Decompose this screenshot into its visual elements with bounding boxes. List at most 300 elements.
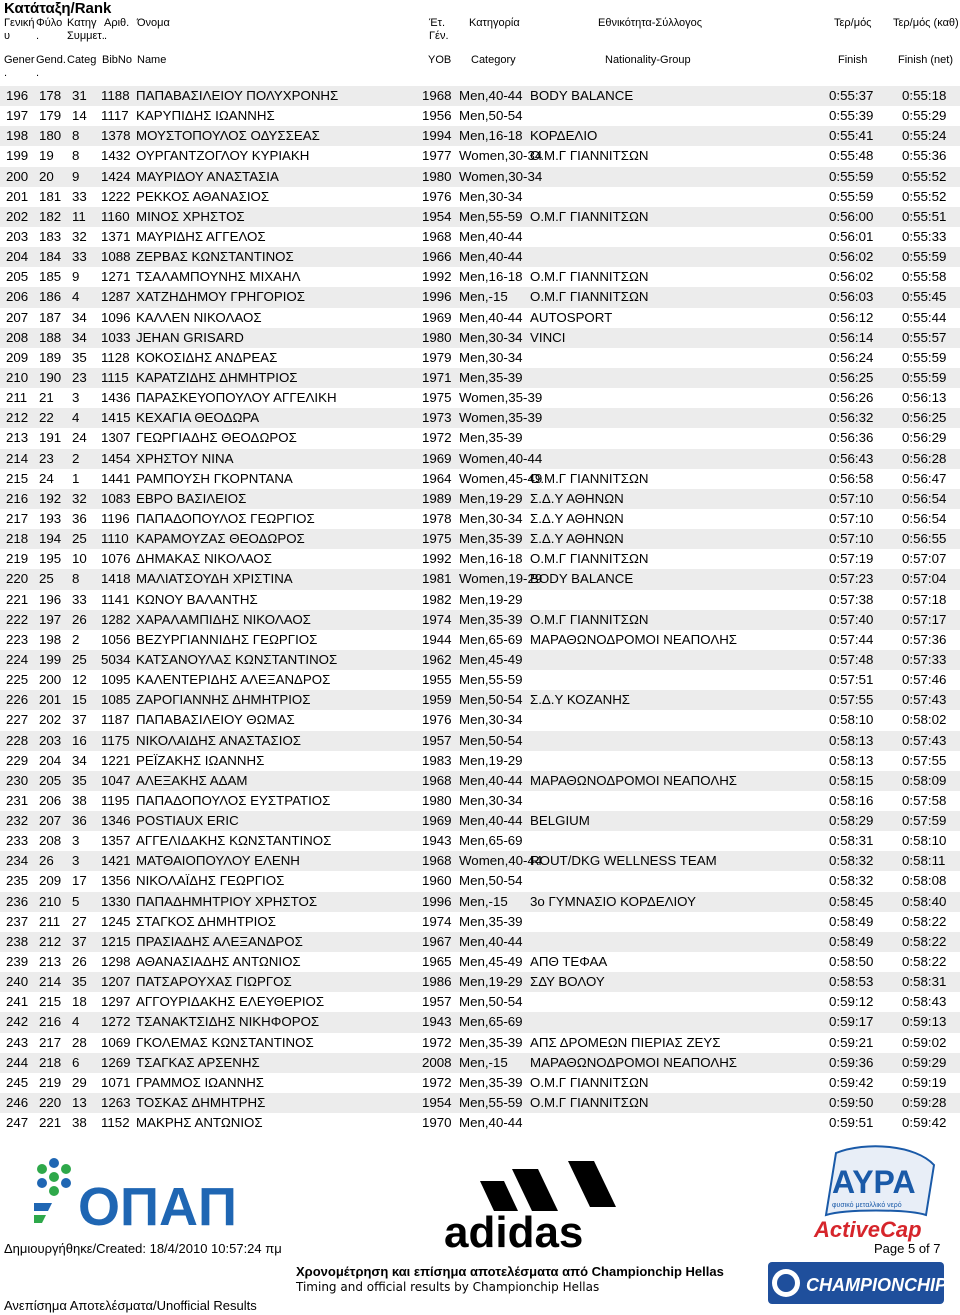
finish-time: 0:55:39 xyxy=(829,108,874,124)
finish-time: 0:56:32 xyxy=(829,410,874,426)
finish-net-time: 0:56:29 xyxy=(902,430,947,446)
gender-rank: 195 xyxy=(39,551,62,567)
timing-credit-greek: Χρονομέτρηση και επίσημα αποτελέσματα από Championchip Hellas xyxy=(296,1264,724,1279)
nationality-group: Ο.Μ.Γ ΓΙΑΝΝΙΤΣΩΝ xyxy=(530,551,649,567)
table-row xyxy=(0,146,960,166)
overall-rank: 203 xyxy=(6,228,29,244)
year-of-birth: 1969 xyxy=(422,309,452,325)
header-gender-en: Gend. . xyxy=(36,54,66,79)
table-row xyxy=(0,590,960,610)
bib-number: 1307 xyxy=(101,430,131,446)
athlete-name: ΔΗΜΑΚΑΣ ΝΙΚΟΛΑΟΣ xyxy=(136,551,272,567)
finish-time: 0:58:49 xyxy=(829,933,874,949)
athlete-name: ΒΕΖΥΡΓΙΑΝΝΙΔΗΣ ΓΕΩΡΓΙΟΣ xyxy=(136,631,318,647)
page-number: Page 5 of 7 xyxy=(874,1241,941,1256)
table-row xyxy=(0,751,960,771)
gender-rank: 185 xyxy=(39,269,62,285)
bib-number: 1424 xyxy=(101,168,131,184)
finish-net-time: 0:58:43 xyxy=(902,994,947,1010)
header-finish-en: Finish xyxy=(838,54,868,66)
category: Men,16-18 xyxy=(459,551,523,567)
finish-time: 0:58:13 xyxy=(829,752,874,768)
overall-rank: 211 xyxy=(6,390,28,406)
athlete-name: ΑΘΑΝΑΣΙΑΔΗΣ ΑΝΤΩΝΙΟΣ xyxy=(136,954,301,970)
bib-number: 1188 xyxy=(101,88,130,103)
header-nationality-en: Nationality-Group xyxy=(605,54,691,66)
nationality-group: Σ.Δ.Υ ΑΘΗΝΩΝ xyxy=(530,531,624,547)
year-of-birth: 1996 xyxy=(422,893,452,909)
finish-net-time: 0:58:11 xyxy=(902,853,946,869)
overall-rank: 234 xyxy=(6,853,29,869)
category-rank: 25 xyxy=(72,651,87,667)
year-of-birth: 1976 xyxy=(422,712,452,728)
gender-rank: 217 xyxy=(39,1034,62,1050)
finish-time: 0:56:12 xyxy=(829,309,874,325)
table-row xyxy=(0,831,960,851)
bib-number: 1069 xyxy=(101,1034,131,1050)
header-name-gr: Όνομα xyxy=(137,17,170,29)
table-row xyxy=(0,710,960,730)
opap-logo xyxy=(30,1155,237,1245)
year-of-birth: 2008 xyxy=(422,1054,452,1070)
category-rank: 12 xyxy=(72,672,87,688)
year-of-birth: 1980 xyxy=(422,168,452,184)
category-rank: 2 xyxy=(72,450,80,466)
overall-rank: 242 xyxy=(6,1014,29,1030)
finish-net-time: 0:57:43 xyxy=(902,692,947,708)
bib-number: 1441 xyxy=(101,470,131,486)
bib-number: 1269 xyxy=(101,1054,131,1070)
athlete-name: ΤΣΑΛΑΜΠΟΥΝΗΣ ΜΙΧΑΗΛ xyxy=(136,269,301,285)
table-row xyxy=(0,207,960,227)
category: Men,35-39 xyxy=(459,430,523,446)
category: Men,19-29 xyxy=(459,490,523,506)
category: Men,55-59 xyxy=(459,208,523,224)
bib-number: 1071 xyxy=(101,1074,131,1090)
finish-time: 0:55:37 xyxy=(829,88,874,103)
year-of-birth: 1980 xyxy=(422,329,452,345)
bib-number: 1095 xyxy=(101,672,131,688)
year-of-birth: 1994 xyxy=(422,128,452,144)
year-of-birth: 1996 xyxy=(422,289,452,305)
table-row xyxy=(0,892,960,912)
created-timestamp: Δημιουργήθηκε/Created: 18/4/2010 10:57:24 πμ xyxy=(4,1241,282,1256)
category-rank: 35 xyxy=(72,772,87,788)
finish-net-time: 0:58:08 xyxy=(902,873,947,889)
overall-rank: 246 xyxy=(6,1095,29,1111)
gender-rank: 214 xyxy=(39,974,62,990)
category: Men,35-39 xyxy=(459,369,523,385)
table-row xyxy=(0,428,960,448)
bib-number: 1207 xyxy=(101,974,131,990)
bib-number: 1432 xyxy=(101,148,131,164)
gender-rank: 200 xyxy=(39,672,62,688)
finish-net-time: 0:55:33 xyxy=(902,228,947,244)
header-nationality-gr: Εθνικότητα-Σύλλογος xyxy=(598,17,703,29)
athlete-name: ΚΑΡΑΤΖΙΔΗΣ ΔΗΜΗΤΡΙΟΣ xyxy=(136,369,298,385)
finish-time: 0:58:45 xyxy=(829,893,874,909)
nationality-group: ROUT/DKG WELLNESS TEAM xyxy=(530,853,717,869)
gender-rank: 187 xyxy=(39,309,62,325)
table-row xyxy=(0,731,960,751)
category-rank: 35 xyxy=(72,974,87,990)
gender-rank: 211 xyxy=(39,913,61,929)
svg-text:ActiveCap: ActiveCap xyxy=(814,1217,922,1242)
overall-rank: 215 xyxy=(6,470,29,486)
finish-net-time: 0:59:13 xyxy=(902,1014,947,1030)
finish-time: 0:58:29 xyxy=(829,813,874,829)
gender-rank: 216 xyxy=(39,1014,62,1030)
category-rank: 16 xyxy=(72,732,87,748)
finish-time: 0:57:44 xyxy=(829,631,874,647)
bib-number: 1272 xyxy=(101,1014,131,1030)
category-rank: 36 xyxy=(72,813,87,829)
timing-credit-english: Timing and official results by Championchip Hellas xyxy=(296,1280,600,1294)
finish-time: 0:58:16 xyxy=(829,792,874,808)
table-row xyxy=(0,167,960,187)
athlete-name: ΚΩΝΟΥ ΒΑΛΑΝΤΗΣ xyxy=(136,591,258,607)
overall-rank: 231 xyxy=(6,792,29,808)
bib-number: 1245 xyxy=(101,913,131,929)
finish-net-time: 0:56:54 xyxy=(902,490,947,506)
gender-rank: 218 xyxy=(39,1054,62,1070)
bib-number: 1056 xyxy=(101,631,131,647)
table-row xyxy=(0,851,960,871)
year-of-birth: 1992 xyxy=(422,269,452,285)
year-of-birth: 1969 xyxy=(422,450,452,466)
category-rank: 33 xyxy=(72,591,87,607)
category-rank: 33 xyxy=(72,188,87,204)
year-of-birth: 1974 xyxy=(422,611,452,627)
year-of-birth: 1965 xyxy=(422,954,452,970)
year-of-birth: 1980 xyxy=(422,792,452,808)
finish-time: 0:59:51 xyxy=(829,1115,874,1131)
category: Men,40-44 xyxy=(459,813,523,829)
table-row xyxy=(0,469,960,489)
nationality-group: ΜΑΡΑΘΩΝΟΔΡΟΜΟΙ ΝΕΑΠΟΛΗΣ xyxy=(530,1054,738,1070)
overall-rank: 236 xyxy=(6,893,29,909)
gender-rank: 191 xyxy=(39,430,62,446)
header-bib-en: BibNo xyxy=(102,54,132,66)
table-row xyxy=(0,569,960,589)
year-of-birth: 1964 xyxy=(422,470,452,486)
finish-time: 0:56:03 xyxy=(829,289,874,305)
year-of-birth: 1982 xyxy=(422,591,452,607)
overall-rank: 198 xyxy=(6,128,29,144)
finish-net-time: 0:57:58 xyxy=(902,792,947,808)
finish-time: 0:56:24 xyxy=(829,349,874,365)
overall-rank: 196 xyxy=(6,88,29,103)
finish-time: 0:58:13 xyxy=(829,732,874,748)
category-rank: 35 xyxy=(72,349,87,365)
table-row xyxy=(0,1093,960,1113)
finish-time: 0:56:58 xyxy=(829,470,874,486)
gender-rank: 24 xyxy=(39,470,54,486)
sponsor-logos xyxy=(0,1145,960,1255)
finish-net-time: 0:57:46 xyxy=(902,672,947,688)
category: Men,-15 xyxy=(459,289,508,305)
table-row xyxy=(0,529,960,549)
category-rank: 2 xyxy=(72,631,80,647)
overall-rank: 204 xyxy=(6,249,29,265)
table-row xyxy=(0,952,960,972)
gender-rank: 20 xyxy=(39,168,54,184)
category: Men,19-29 xyxy=(459,974,523,990)
athlete-name: ΚΟΚΟΣΙΔΗΣ ΑΝΔΡΕΑΣ xyxy=(136,349,278,365)
finish-net-time: 0:58:22 xyxy=(902,933,947,949)
year-of-birth: 1983 xyxy=(422,752,452,768)
overall-rank: 212 xyxy=(6,410,29,426)
table-row xyxy=(0,328,960,348)
year-of-birth: 1968 xyxy=(422,772,452,788)
gender-rank: 215 xyxy=(39,994,62,1010)
finish-net-time: 0:58:31 xyxy=(902,974,947,990)
svg-text:CHAMPIONCHIP: CHAMPIONCHIP xyxy=(806,1275,948,1295)
bib-number: 1033 xyxy=(101,329,131,345)
bib-number: 1152 xyxy=(101,1115,130,1131)
gender-rank: 219 xyxy=(39,1074,62,1090)
svg-text:ΑΥΡΑ: ΑΥΡΑ xyxy=(832,1164,916,1200)
gender-rank: 209 xyxy=(39,873,62,889)
unofficial-results-note: Ανεπίσημα Αποτελέσματα/Unofficial Results xyxy=(4,1298,257,1313)
header-yob-en: YOB xyxy=(428,54,452,66)
category: Men,50-54 xyxy=(459,692,523,708)
category-rank: 8 xyxy=(72,571,80,587)
finish-time: 0:57:40 xyxy=(829,611,874,627)
finish-time: 0:58:31 xyxy=(829,833,874,849)
gender-rank: 22 xyxy=(39,410,54,426)
bib-number: 1418 xyxy=(101,571,131,587)
finish-net-time: 0:55:52 xyxy=(902,168,947,184)
year-of-birth: 1962 xyxy=(422,651,452,667)
category: Men,19-29 xyxy=(459,591,523,607)
category-rank: 4 xyxy=(72,1014,80,1030)
finish-net-time: 0:55:59 xyxy=(902,369,947,385)
overall-rank: 199 xyxy=(6,148,29,164)
athlete-name: ΜΑΥΡΙΔΟΥ ΑΝΑΣΤΑΣΙΑ xyxy=(136,168,279,184)
table-row xyxy=(0,549,960,569)
gender-rank: 181 xyxy=(39,188,62,204)
year-of-birth: 1968 xyxy=(422,88,452,103)
category: Men,16-18 xyxy=(459,269,523,285)
finish-net-time: 0:58:02 xyxy=(902,712,947,728)
bib-number: 1215 xyxy=(101,933,131,949)
gender-rank: 183 xyxy=(39,228,62,244)
overall-rank: 218 xyxy=(6,531,29,547)
athlete-name: ΚΑΡΥΠΙΔΗΣ ΙΩΑΝΝΗΣ xyxy=(136,108,275,124)
table-row xyxy=(0,1033,960,1053)
category: Men,50-54 xyxy=(459,994,523,1010)
athlete-name: ΜΑΛΙΑΤΣΟΥΔΗ ΧΡΙΣΤΙΝΑ xyxy=(136,571,293,587)
gender-rank: 190 xyxy=(39,369,62,385)
category-rank: 8 xyxy=(72,148,80,164)
table-row xyxy=(0,871,960,891)
finish-time: 0:59:17 xyxy=(829,1014,874,1030)
gender-rank: 192 xyxy=(39,490,62,506)
athlete-name: ΕΒΡΟ ΒΑΣΙΛΕΙΟΣ xyxy=(136,490,247,506)
table-row xyxy=(0,690,960,710)
gender-rank: 210 xyxy=(39,893,62,909)
header-finish-gr: Τερ/μός xyxy=(834,17,872,29)
table-row xyxy=(0,287,960,307)
overall-rank: 228 xyxy=(6,732,29,748)
gender-rank: 213 xyxy=(39,954,62,970)
nationality-group: Ο.Μ.Γ ΓΙΑΝΝΙΤΣΩΝ xyxy=(530,1095,649,1111)
athlete-name: ΜΑΚΡΗΣ ΑΝΤΩΝΙΟΣ xyxy=(136,1115,263,1131)
year-of-birth: 1957 xyxy=(422,994,452,1010)
athlete-name: ΡΑΜΠΟΥΣΗ ΓΚΟΡΝΤΑΝΑ xyxy=(136,470,293,486)
finish-net-time: 0:56:55 xyxy=(902,531,947,547)
bib-number: 1160 xyxy=(101,208,130,224)
overall-rank: 237 xyxy=(6,913,29,929)
finish-time: 0:56:02 xyxy=(829,269,874,285)
header-name-en: Name xyxy=(137,54,167,66)
gender-rank: 203 xyxy=(39,732,62,748)
overall-rank: 224 xyxy=(6,651,29,667)
overall-rank: 202 xyxy=(6,208,29,224)
athlete-name: ΚΑΛΛΕΝ ΝΙΚΟΛΑΟΣ xyxy=(136,309,262,325)
nationality-group: Ο.Μ.Γ ΓΙΑΝΝΙΤΣΩΝ xyxy=(530,208,649,224)
finish-net-time: 0:56:28 xyxy=(902,450,947,466)
year-of-birth: 1943 xyxy=(422,833,452,849)
finish-net-time: 0:55:51 xyxy=(902,208,947,224)
athlete-name: ΠΑΠΑΔΟΠΟΥΛΟΣ ΓΕΩΡΓΙΟΣ xyxy=(136,510,315,526)
category: Men,65-69 xyxy=(459,833,523,849)
table-row xyxy=(0,489,960,509)
finish-net-time: 0:56:47 xyxy=(902,470,947,486)
bib-number: 1083 xyxy=(101,490,131,506)
year-of-birth: 1967 xyxy=(422,933,452,949)
nationality-group: Σ.Δ.Υ ΑΘΗΝΩΝ xyxy=(530,510,624,526)
category-rank: 10 xyxy=(72,551,87,567)
finish-time: 0:58:10 xyxy=(829,712,874,728)
category-rank: 37 xyxy=(72,712,87,728)
category: Women,40-44 xyxy=(459,450,543,466)
avra-logo xyxy=(806,1145,942,1245)
table-row xyxy=(0,1053,960,1073)
nationality-group: ΑΠΘ ΤΕΦΑΑ xyxy=(530,954,608,970)
gender-rank: 197 xyxy=(39,611,62,627)
finish-time: 0:57:10 xyxy=(829,490,874,506)
athlete-name: ΠΑΤΣΑΡΟΥΧΑΣ ΓΙΩΡΓΟΣ xyxy=(136,974,292,990)
athlete-name: ΚΕΧΑΓΙΑ ΘΕΟΔΩΡΑ xyxy=(136,410,260,426)
overall-rank: 239 xyxy=(6,954,29,970)
gender-rank: 208 xyxy=(39,833,62,849)
finish-net-time: 0:57:33 xyxy=(902,651,947,667)
table-row xyxy=(0,368,960,388)
header-gen-en: Gener . xyxy=(4,54,35,79)
category: Men,-15 xyxy=(459,893,508,909)
year-of-birth: 1972 xyxy=(422,1074,452,1090)
finish-time: 0:58:15 xyxy=(829,772,874,788)
overall-rank: 217 xyxy=(6,510,29,526)
category: Men,19-29 xyxy=(459,752,523,768)
athlete-name: ΑΓΓΟΥΡΙΔΑΚΗΣ ΕΛΕΥΘΕΡΙΟΣ xyxy=(136,994,325,1010)
table-row xyxy=(0,227,960,247)
bib-number: 1436 xyxy=(101,390,131,406)
overall-rank: 221 xyxy=(6,591,29,607)
bib-number: 1117 xyxy=(101,108,129,124)
category: Men,30-34 xyxy=(459,510,523,526)
finish-net-time: 0:55:29 xyxy=(902,108,947,124)
category-rank: 38 xyxy=(72,1115,87,1131)
finish-time: 0:59:36 xyxy=(829,1054,874,1070)
bib-number: 1221 xyxy=(101,752,131,768)
bib-number: 1271 xyxy=(101,269,131,285)
athlete-name: ΠΑΠΑΔΟΠΟΥΛΟΣ ΕΥΣΤΡΑΤΙΟΣ xyxy=(136,792,331,808)
year-of-birth: 1943 xyxy=(422,1014,452,1030)
finish-time: 0:57:23 xyxy=(829,571,874,587)
finish-net-time: 0:59:29 xyxy=(902,1054,947,1070)
athlete-name: ΡΕΚΚΟΣ ΑΘΑΝΑΣΙΟΣ xyxy=(136,188,270,204)
overall-rank: 206 xyxy=(6,289,29,305)
category: Men,55-59 xyxy=(459,1095,523,1111)
category: Women,40-44 xyxy=(459,853,543,869)
nationality-group: BELGIUM xyxy=(530,813,590,829)
year-of-birth: 1981 xyxy=(422,571,452,587)
category: Men,40-44 xyxy=(459,88,523,103)
finish-net-time: 0:55:59 xyxy=(902,349,947,365)
category-rank: 34 xyxy=(72,329,87,345)
bib-number: 1287 xyxy=(101,289,131,305)
table-row xyxy=(0,509,960,529)
finish-time: 0:56:25 xyxy=(829,369,874,385)
year-of-birth: 1956 xyxy=(422,108,452,124)
year-of-birth: 1976 xyxy=(422,188,452,204)
table-row xyxy=(0,388,960,408)
year-of-birth: 1954 xyxy=(422,208,452,224)
table-row xyxy=(0,670,960,690)
gender-rank: 202 xyxy=(39,712,62,728)
overall-rank: 219 xyxy=(6,551,29,567)
category: Men,35-39 xyxy=(459,913,523,929)
finish-net-time: 0:55:57 xyxy=(902,329,947,345)
overall-rank: 232 xyxy=(6,813,29,829)
category-rank: 6 xyxy=(72,1054,80,1070)
overall-rank: 230 xyxy=(6,772,29,788)
athlete-name: ΠΡΑΣΙΑΔΗΣ ΑΛΕΞΑΝΔΡΟΣ xyxy=(136,933,303,949)
gender-rank: 212 xyxy=(39,933,62,949)
athlete-name: ΖΑΡΟΓΙΑΝΝΗΣ ΔΗΜΗΤΡΙΟΣ xyxy=(136,692,311,708)
table-row xyxy=(0,126,960,146)
category: Men,30-34 xyxy=(459,349,523,365)
finish-time: 0:57:10 xyxy=(829,510,874,526)
nationality-group: Σ.Δ.Υ ΑΘΗΝΩΝ xyxy=(530,490,624,506)
finish-time: 0:59:42 xyxy=(829,1074,874,1090)
category-rank: 8 xyxy=(72,128,80,144)
overall-rank: 216 xyxy=(6,490,29,506)
finish-time: 0:59:21 xyxy=(829,1034,874,1050)
category: Men,40-44 xyxy=(459,228,523,244)
year-of-birth: 1989 xyxy=(422,490,452,506)
finish-time: 0:58:32 xyxy=(829,873,874,889)
finish-time: 0:56:36 xyxy=(829,430,874,446)
category-rank: 17 xyxy=(72,873,87,889)
overall-rank: 226 xyxy=(6,692,29,708)
year-of-birth: 1968 xyxy=(422,228,452,244)
category: Men,-15 xyxy=(459,1054,508,1070)
category-rank: 11 xyxy=(72,208,86,224)
table-row xyxy=(0,308,960,328)
nationality-group: BODY BALANCE xyxy=(530,88,634,103)
category-rank: 9 xyxy=(72,168,80,184)
category-rank: 3 xyxy=(72,390,80,406)
athlete-name: ΑΓΓΕΛΙΔΑΚΗΣ ΚΩΝΣΤΑΝΤΙΝΟΣ xyxy=(136,833,332,849)
overall-rank: 233 xyxy=(6,833,29,849)
overall-rank: 207 xyxy=(6,309,29,325)
overall-rank: 245 xyxy=(6,1074,29,1090)
category-rank: 18 xyxy=(72,994,87,1010)
